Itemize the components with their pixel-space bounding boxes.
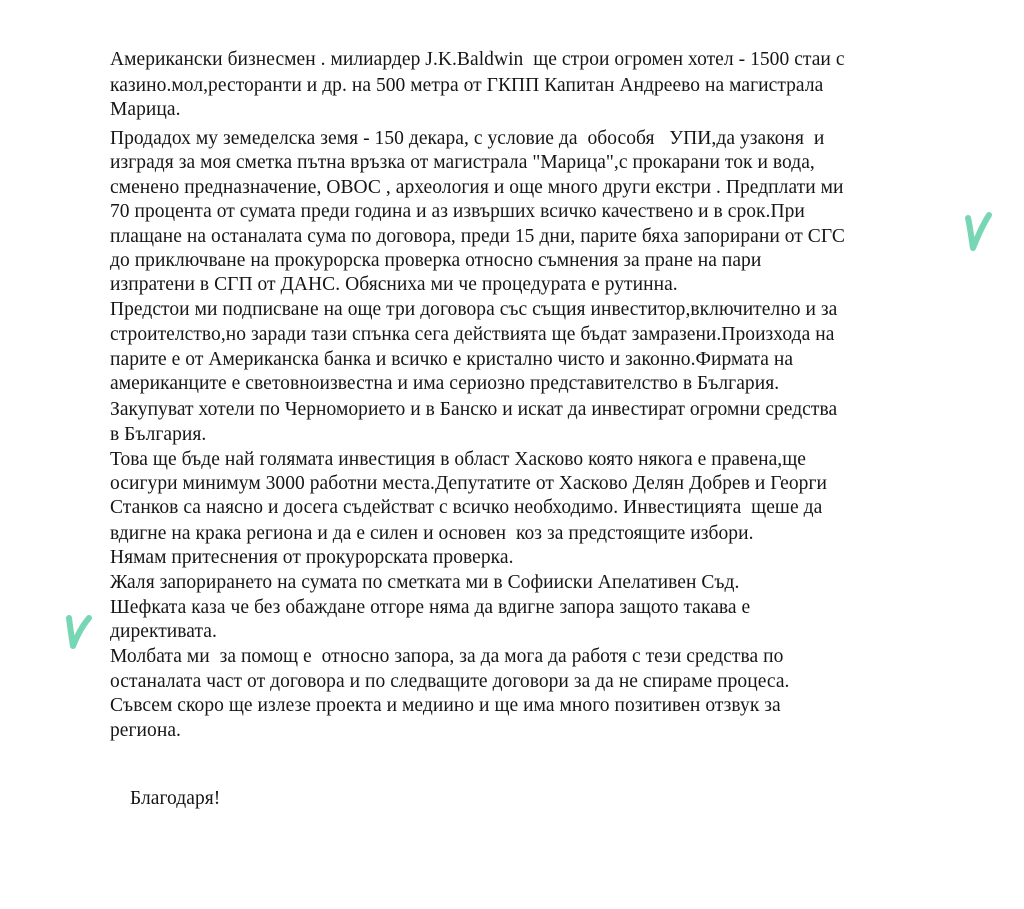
letter-line: американците е световноизвестна и има сериозно представителство в България. <box>110 373 780 394</box>
letter-line: изградя за моя сметка пътна връзка от магистрала "Марица",с прокарани ток и вода, <box>110 152 815 173</box>
letter-line: Американски бизнесмен . милиардер J.K.Baldwin ще строи огромен хотел - 1500 стаи с <box>110 49 845 70</box>
letter-line: парите е от Американска банка и всичко е кристално чисто и законно.Фирмата на <box>110 349 794 370</box>
letter-line: вдигне на крака региона и да е силен и основен коз за предстоящите избори. <box>110 523 754 544</box>
letter-line: Жаля запорирането на сумата по сметката ми в Софииски Апелативен Съд. <box>110 572 740 593</box>
letter-closing: Благодаря! <box>130 788 221 809</box>
letter-line: строителство,но заради тази спънка сега действията ще бъдат замразени.Произхода на <box>110 324 835 345</box>
letter-line: Молбата ми за помощ е относно запора, за да мога да работя с тези средства по <box>110 646 784 667</box>
letter-line: сменено предназначение, ОВОС , археология и още много други екстри . Предплати ми <box>110 177 844 198</box>
checkmark-icon <box>962 212 992 256</box>
letter-line: Закупуват хотели по Черноморието и в Банско и искат да инвестират огромни средства <box>110 399 838 420</box>
letter-line: 70 процента от сумата преди година и аз извърших всичко качествено и в срок.При <box>110 201 805 222</box>
letter-line: в България. <box>110 424 207 445</box>
letter-line: плащане на останалата сума по договора, преди 15 дни, парите бяха запорирани от СГС <box>110 226 845 247</box>
letter-line: осигури минимум 3000 работни места.Депутатите от Хасково Делян Добрев и Георги <box>110 473 827 494</box>
letter-line: Предстои ми подписване на още три договора със същия инвеститор,включително и за <box>110 299 838 320</box>
letter-line: региона. <box>110 720 181 741</box>
letter-line: до приключване на прокурорска проверка относно съмнения за пране на пари <box>110 250 762 271</box>
letter-line: Марица. <box>110 99 181 120</box>
letter-line: Шефката каза че без обаждане отгоре няма да вдигне запора защото такава е <box>110 597 751 618</box>
letter-line: Това ще бъде най голямата инвестиция в област Хасково която някога е правена,ще <box>110 449 806 470</box>
letter-line: Съвсем скоро ще излезе проекта и медиино и ще има много позитивен отзвук за <box>110 695 781 716</box>
checkmark-icon <box>64 612 94 656</box>
letter-line: казино.мол,ресторанти и др. на 500 метра от ГКПП Капитан Андреево на магистрала <box>110 75 824 96</box>
letter-line: останалата част от договора и по следващите договори за да не спираме процеса. <box>110 671 790 692</box>
letter-line: Нямам притеснения от прокурорската проверка. <box>110 547 514 568</box>
letter-line: изпратени в СГП от ДАНС. Обясниха ми че процедурата е рутинна. <box>110 274 678 295</box>
letter-line: директивата. <box>110 621 217 642</box>
letter-line: Продадох му земеделска земя - 150 декара, с условие да обособя УПИ,да узаконя и <box>110 128 825 149</box>
letter-line: Станков са наясно и досега съдействат с всичко необходимо. Инвестицията щеше да <box>110 497 823 518</box>
